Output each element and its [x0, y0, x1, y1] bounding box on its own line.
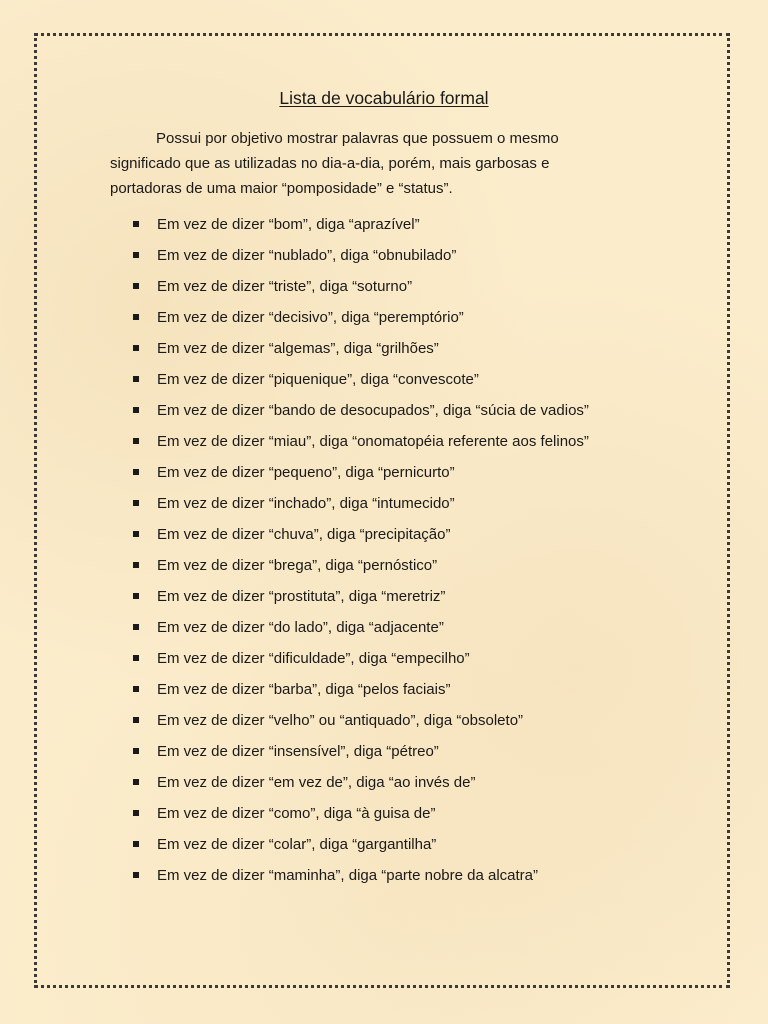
list-item — [0, 457, 768, 488]
square-bullet-icon — [133, 717, 139, 723]
list-item-text: Em vez de dizer “inchado”, diga “intumecido” — [157, 495, 455, 512]
list-item-text: Em vez de dizer “barba”, diga “pelos faciais” — [157, 681, 451, 698]
square-bullet-icon — [133, 252, 139, 258]
list-item-text: Em vez de dizer “velho” ou “antiquado”, diga “obsoleto” — [157, 712, 524, 729]
square-bullet-icon — [133, 469, 139, 475]
square-bullet-icon — [133, 841, 139, 847]
list-item — [0, 271, 768, 302]
list-item-text: Em vez de dizer “brega”, diga “pernóstico” — [157, 557, 438, 574]
list-item-text: Em vez de dizer “colar”, diga “gargantilha” — [157, 836, 437, 853]
list-item-text: Em vez de dizer “pequeno”, diga “pernicurto” — [157, 464, 455, 481]
list-item — [0, 643, 768, 674]
square-bullet-icon — [133, 686, 139, 692]
list-item-text: Em vez de dizer “bom”, diga “aprazível” — [157, 216, 420, 233]
list-item-text: Em vez de dizer “algemas”, diga “grilhões” — [157, 340, 439, 357]
list-item-text: Em vez de dizer “decisivo”, diga “peremptório” — [157, 309, 464, 326]
square-bullet-icon — [133, 407, 139, 413]
list-item — [0, 767, 768, 798]
list-item-text: Em vez de dizer “em vez de”, diga “ao invés de” — [157, 774, 476, 791]
list-item-text: Em vez de dizer “dificuldade”, diga “empecilho” — [157, 650, 470, 667]
list-item-text: Em vez de dizer “maminha”, diga “parte nobre da alcatra” — [157, 867, 539, 884]
square-bullet-icon — [133, 345, 139, 351]
list-item — [0, 798, 768, 829]
square-bullet-icon — [133, 221, 139, 227]
square-bullet-icon — [133, 779, 139, 785]
list-item-text: Em vez de dizer “bando de desocupados”, diga “súcia de vadios” — [157, 402, 589, 419]
list-item-text: Em vez de dizer “nublado”, diga “obnubilado” — [157, 247, 457, 264]
list-item — [0, 829, 768, 860]
square-bullet-icon — [133, 655, 139, 661]
list-item — [0, 550, 768, 581]
list-item — [0, 519, 768, 550]
square-bullet-icon — [133, 376, 139, 382]
list-item — [0, 705, 768, 736]
square-bullet-icon — [133, 748, 139, 754]
list-item-text: Em vez de dizer “miau”, diga “onomatopéia referente aos felinos” — [157, 433, 589, 450]
square-bullet-icon — [133, 562, 139, 568]
square-bullet-icon — [133, 531, 139, 537]
list-item — [0, 395, 768, 426]
vocabulary-list — [0, 209, 768, 891]
page-title — [0, 87, 768, 109]
list-item — [0, 488, 768, 519]
list-item — [0, 426, 768, 457]
list-item-text: Em vez de dizer “piquenique”, diga “convescote” — [157, 371, 479, 388]
list-item-text: Em vez de dizer “insensível”, diga “pétreo” — [157, 743, 439, 760]
square-bullet-icon — [133, 872, 139, 878]
list-item-text: Em vez de dizer “chuva”, diga “precipitação” — [157, 526, 451, 543]
list-item — [0, 581, 768, 612]
list-item — [0, 612, 768, 643]
square-bullet-icon — [133, 283, 139, 289]
list-item — [0, 736, 768, 767]
list-item — [0, 674, 768, 705]
list-item — [0, 240, 768, 271]
list-item — [0, 333, 768, 364]
page-title-text: Lista de vocabulário formal — [279, 88, 489, 108]
list-item — [0, 364, 768, 395]
list-item — [0, 209, 768, 240]
intro-paragraph: Possui por objetivo mostrar palavras que possuem o mesmo significado que as utilizadas no dia-a-dia, porém, mais garbosas e portadoras de uma maior “pomposidade” e “status”. — [110, 130, 559, 197]
list-item-text: Em vez de dizer “triste”, diga “soturno” — [157, 278, 413, 295]
list-item-text: Em vez de dizer “prostituta”, diga “meretriz” — [157, 588, 446, 605]
square-bullet-icon — [133, 500, 139, 506]
list-item — [0, 302, 768, 333]
square-bullet-icon — [133, 438, 139, 444]
list-item-text: Em vez de dizer “do lado”, diga “adjacente” — [157, 619, 444, 636]
list-item — [0, 860, 768, 891]
list-item-text: Em vez de dizer “como”, diga “à guisa de” — [157, 805, 436, 822]
square-bullet-icon — [133, 624, 139, 630]
square-bullet-icon — [133, 810, 139, 816]
square-bullet-icon — [133, 593, 139, 599]
square-bullet-icon — [133, 314, 139, 320]
